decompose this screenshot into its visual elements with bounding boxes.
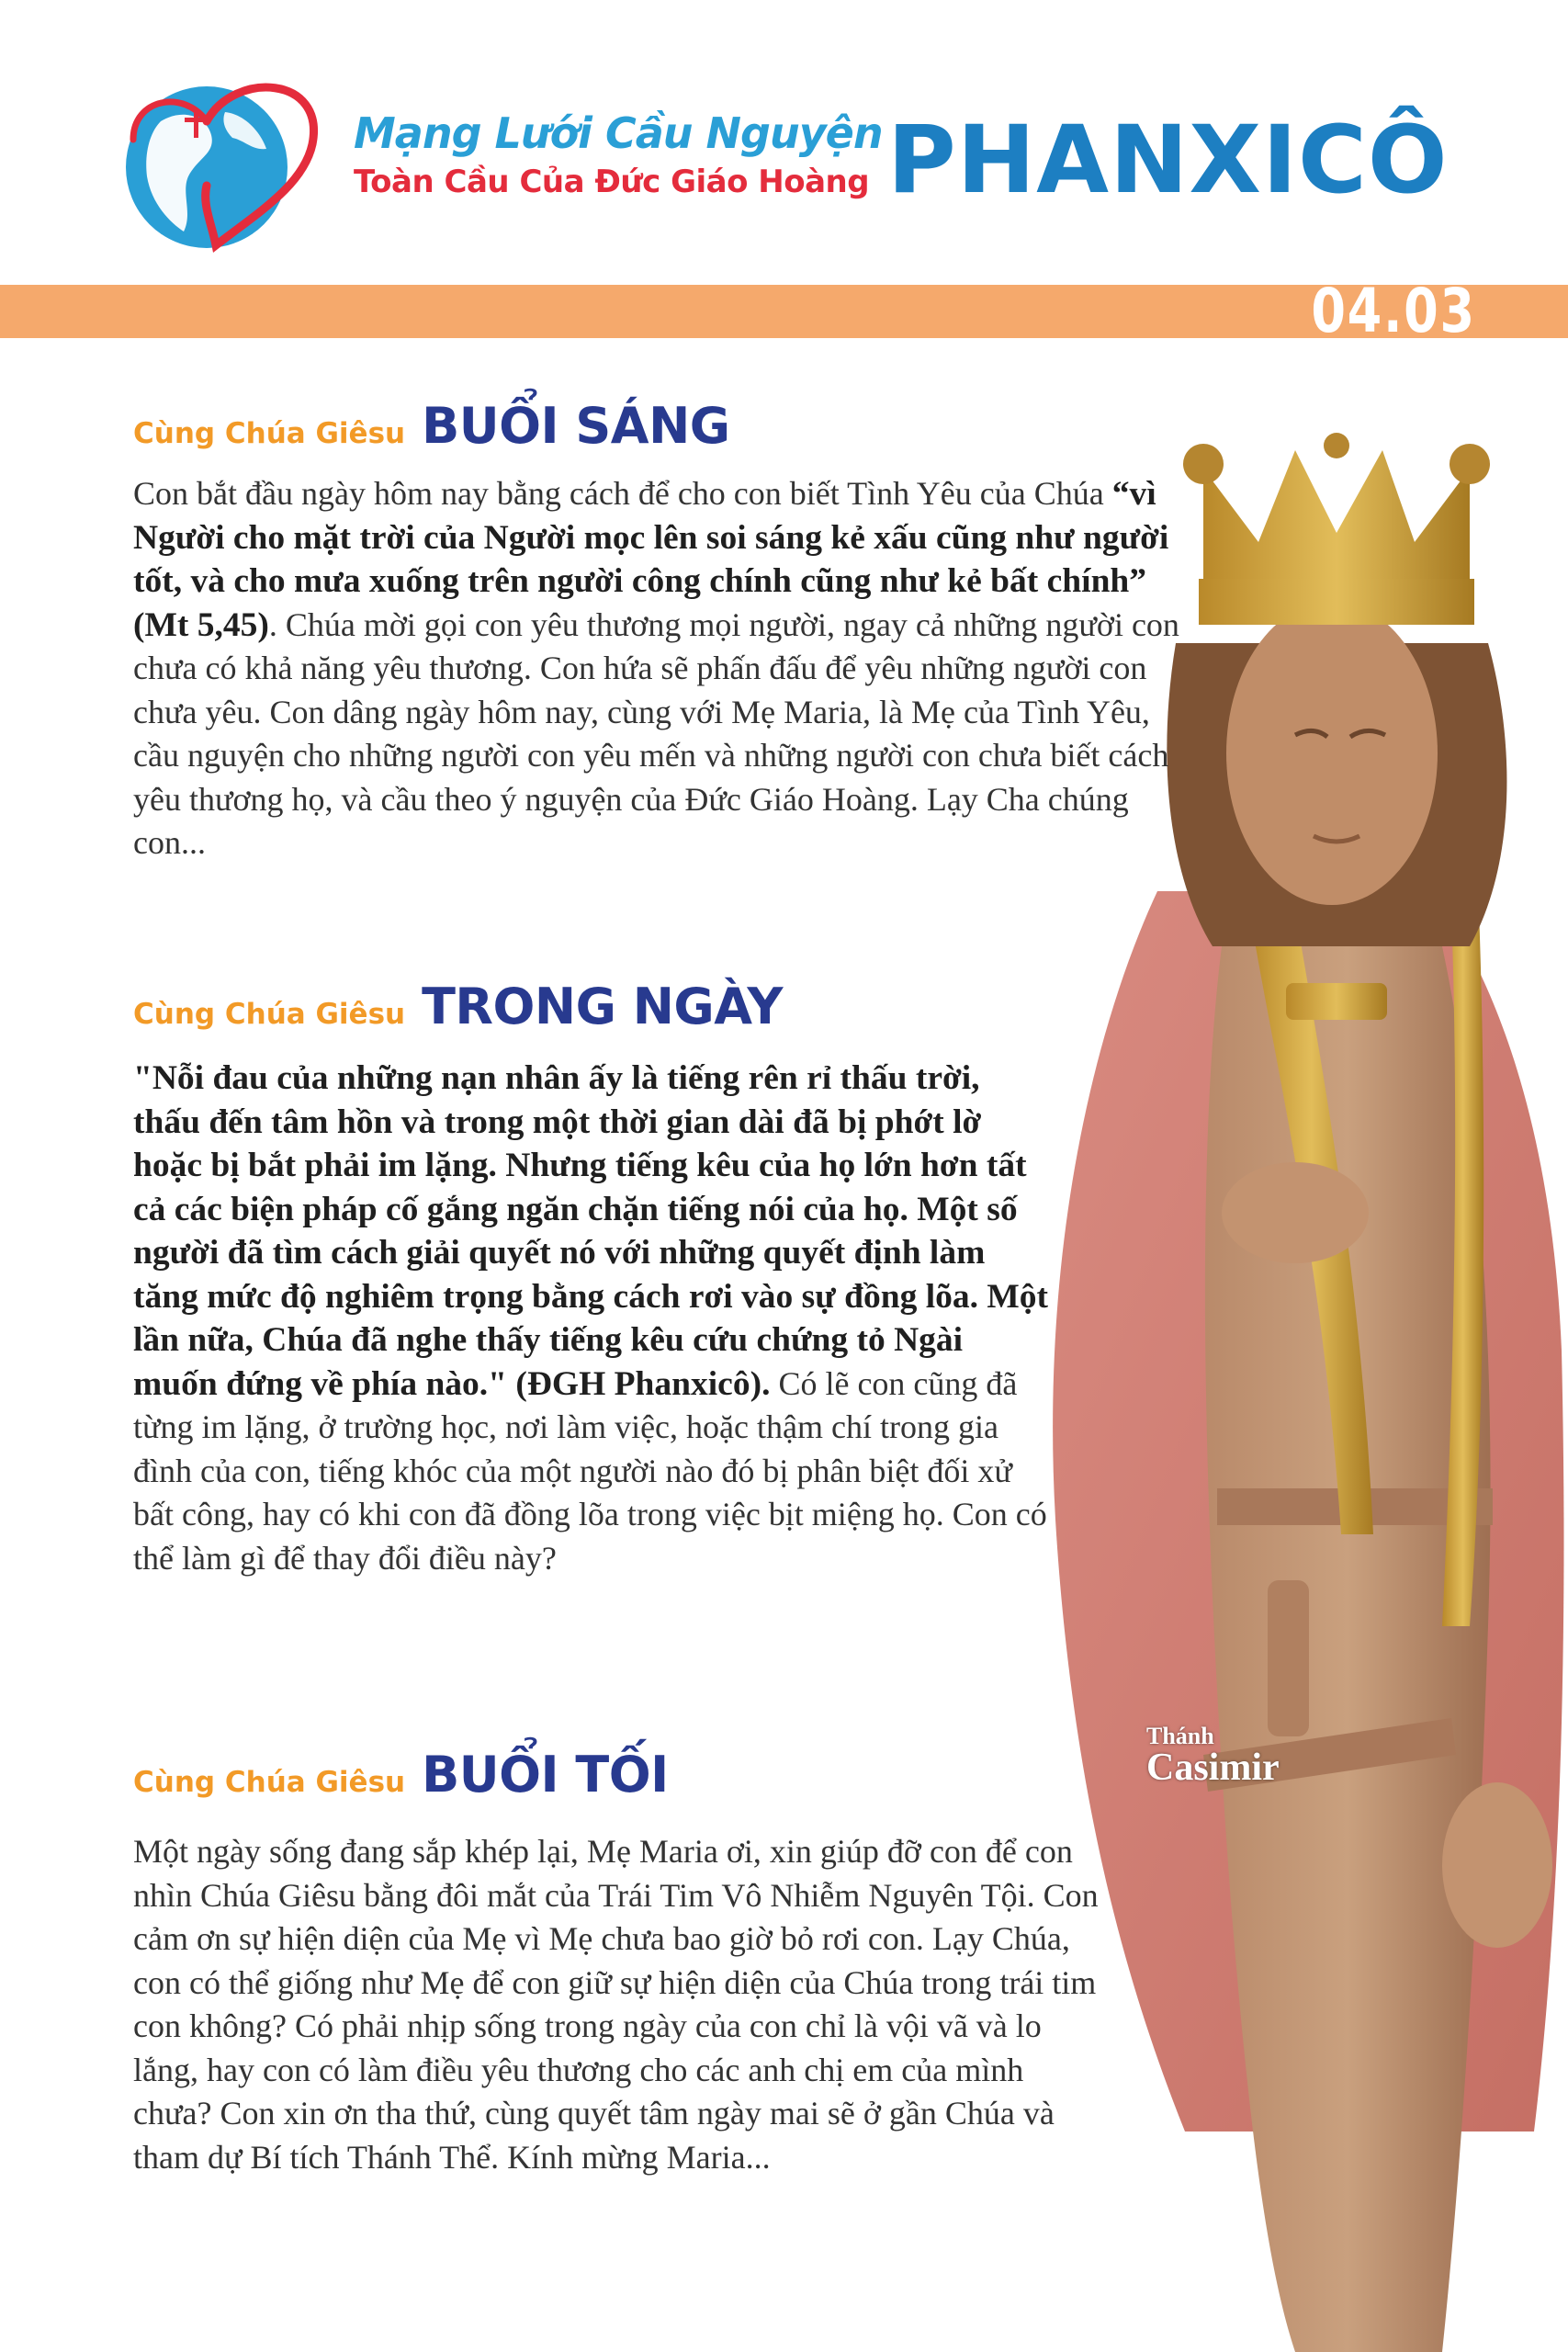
morning-heading-title: BUỔI SÁNG [422, 397, 730, 455]
day-heading [133, 978, 783, 1035]
morning-text-quote: “vì Người cho mặt trời của Người mọc lên soi sáng kẻ xấu cũng như người tốt, và cho mưa xuống trên người công chính cũng như kẻ bất chính” (Mt 5,45) [133, 475, 1169, 644]
day-text-quote: "Nỗi đau của những nạn nhân ấy là tiếng rên rỉ thấu trời, thấu đến tâm hồn và trong một thời gian dài đã bị phớt lờ hoặc bị bắt phải im lặng. Nhưng tiếng kêu của họ lớn hơn tất cả các biện pháp cố gắng ngăn chặn tiếng nói của họ. Một số người đã tìm cách giải quyết nó với những quyết định làm tăng mức độ nghiêm trọng bằng cách rơi vào sự đồng lõa. Một lần nữa, Chúa đã nghe thấy tiếng kêu cứu chứng tỏ Ngài muốn đứng về phía nào." (ĐGH Phanxicô). [133, 1059, 1049, 1403]
image-caption-name: Casimir [1146, 1747, 1280, 1789]
brand-line-2: Toàn Cầu Của Đức Giáo Hoàng [354, 164, 870, 200]
morning-heading-prefix: Cùng Chúa Giêsu [133, 417, 406, 450]
day-text-rest: Có lẽ con cũng đã từng im lặng, ở trường học, nơi làm việc, hoặc thậm chí trong gia đình của con, tiếng khóc của một người nào đó bị phân biệt đối xử bất công, hay có khi con đã đồng lõa trong việc bịt miệng họ. Con có thể làm gì để thay đổi điều này? [133, 1364, 1047, 1577]
evening-heading-prefix: Cùng Chúa Giêsu [133, 1766, 406, 1799]
morning-text [133, 472, 1180, 865]
evening-heading [133, 1746, 669, 1804]
morning-heading [133, 397, 730, 455]
date-label: 04.03 [1311, 276, 1476, 346]
morning-text-intro: Con bắt đầu ngày hôm nay bằng cách để cho con biết Tình Yêu của Chúa [133, 475, 1112, 512]
evening-text: Một ngày sống đang sắp khép lại, Mẹ Maria ơi, xin giúp đỡ con để con nhìn Chúa Giêsu bằng đôi mắt của Trái Tim Vô Nhiễm Nguyên Tội. Con cảm ơn sự hiện diện của Mẹ vì Mẹ chưa bao giờ bỏ rơi con. Lạy Chúa, con có thể giống như Mẹ để con giữ sự hiện diện của Chúa trong trái tim con không? Có phải nhịp sống trong ngày của con chỉ là vội vã và lo lắng, hay con có làm điều yêu thương cho các anh chị em của mình chưa? Con xin ơn tha thứ, cùng quyết tâm ngày mai sẽ ở gần Chúa và tham dự Bí tích Thánh Thể. Kính mừng Maria... [133, 1833, 1099, 2176]
brand-name: PHANXICÔ [887, 106, 1449, 215]
image-caption-prefix: Thánh [1146, 1723, 1214, 1749]
day-heading-title: TRONG NGÀY [422, 978, 783, 1035]
evening-heading-title: BUỔI TỐI [422, 1746, 669, 1804]
day-heading-prefix: Cùng Chúa Giêsu [133, 998, 406, 1031]
brand-line-1: Mạng Lưới Cầu Nguyện [354, 108, 883, 158]
prayer-network-logo-icon [96, 66, 335, 254]
morning-text-rest: . Chúa mời gọi con yêu thương mọi người, ngay cả những người con chưa có khả năng yêu thương. Con hứa sẽ phấn đấu để yêu những người con chưa yêu. Con dâng ngày hôm nay, cùng với Mẹ Maria, là Mẹ của Tình Yêu, cầu nguyện cho những người con yêu mến và những người con chưa biết cách yêu thương họ, và cầu theo ý nguyện của Đức Giáo Hoàng. Lạy Cha chúng con... [133, 605, 1179, 861]
day-text [133, 1057, 1052, 1580]
